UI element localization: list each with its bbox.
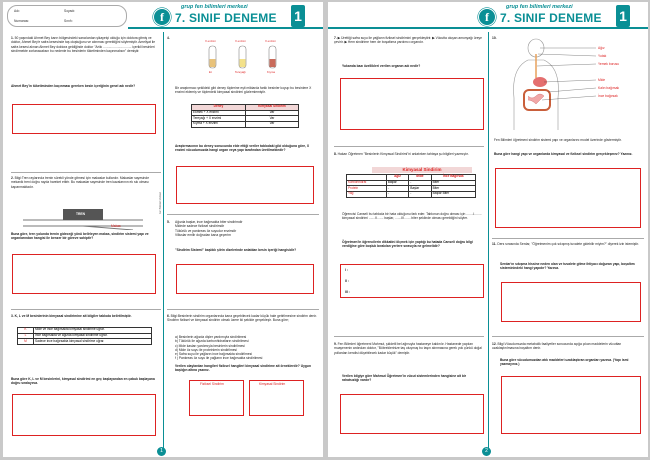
q12-number: 12. — [492, 342, 497, 346]
q9-question: Verilen bilgiye göre Mahmut Öğretmen'in vücut sistemlerinden hangisine ait bir rahatsızlığı vardır? — [342, 374, 467, 383]
label-yemek-borusu: Yemek borusu — [598, 62, 619, 66]
q8-row-name: Karbonhidrat — [347, 180, 387, 186]
divider — [334, 146, 484, 147]
blank-II: II : — [345, 279, 349, 283]
q10-number: 10. — [492, 36, 497, 40]
q4-header-sindirim: Kimyasal Sindirim — [245, 105, 298, 111]
q4-cell: Var — [245, 121, 298, 127]
q4-header-deney: Deney — [192, 105, 246, 111]
q4-cell: Tereyağı + X enzimi — [192, 116, 246, 122]
q5-question: "Sindirim Sistemi" başlıklı şiirin dizelerinde anlatılan besin içeriği hangisidir? — [175, 248, 297, 252]
q8-text2: Öğrencisi Canseli bu tabloda bir hata olduğunu fark eder. Tablonun doğru olması için ........l........ kimyasal sindirimi .......II....... başlar, .......III....... biter şeklinde olması gerektiğini söyler. — [342, 212, 482, 221]
q2-answer-box[interactable] — [12, 254, 156, 294]
page-1 — [3, 2, 323, 457]
q10-question: Buna göre hangi yapı ve organlarda kimyasal ve fiziksel sindirim gerçekleşmez? Yazınız. — [494, 152, 633, 156]
page-title: 7. SINIF DENEME — [175, 11, 277, 25]
q8-number: 8. — [334, 152, 337, 156]
q6-item: e) Safra suyu ile yağların ince bağırsakta sindirilmesi — [175, 352, 252, 357]
divider — [11, 309, 161, 310]
q7-number: 7. — [334, 36, 337, 40]
q11-answer-box[interactable] — [501, 282, 641, 322]
q4-question: Araştırmacının bu deney sonucunda elde ettiği veriler tablodaki gibi olduğuna göre, X enzimi vücudumuzda hangi organ veya yapı tarafından üretilmektedir? — [175, 144, 310, 153]
divider — [167, 214, 319, 215]
q4-text: Bir araştırmacı şekildeki gibi deney tüplerine eşit miktarda farklı besinler koyup bu besinlere X enzimi eklemiş ve tüplerdeki kimyasal sindirimi gözlemlemiştir. — [175, 86, 312, 95]
blank-III: III : — [345, 290, 350, 294]
brand: grup fen bilimleri merkezi — [506, 4, 573, 10]
sinif-label: Sınıfı: — [64, 19, 73, 23]
makas-label: Makas — [111, 224, 121, 228]
q7-question: Yukarıda bazı özellikleri verilen organın adı nedir? — [342, 64, 421, 68]
q6-item: d) Mide öz suyu ile proteinlerin sindirilmesi — [175, 347, 237, 352]
digestive-diagram — [506, 38, 626, 133]
q8-header: Mide — [409, 175, 431, 181]
q6-item: c) Mide kasları yardımıyla besinlerin sindirilmesi — [175, 343, 245, 348]
label-mide: Mide — [598, 78, 606, 82]
divider — [492, 238, 644, 239]
q6-item: b) Tükürük ile ağızda karbonhidratların sindirilmesi — [175, 339, 249, 344]
q8-table — [346, 174, 476, 198]
blank-I: I : — [345, 268, 348, 272]
q10-text: Fen Bilimleri öğretmeni sindirim sistemi yapı ve organlarını model üzerinde göstermiştir. — [494, 138, 622, 142]
rail-icon — [23, 206, 143, 230]
divider — [334, 336, 484, 337]
q7-text: ▶ Ürettiği safra suyu ile yağların fiziksel sindirimini gerçekleştirir. ▶ Vücutta oluşan amonyağı üreye çevirir. ▶ Hem sindirime hem de boşaltıma yardımcı organdır. — [334, 36, 483, 45]
label-ince-bagirsak: İnce bağırsak — [598, 94, 618, 98]
q8-cell: Başlar — [409, 186, 431, 192]
q8-cell: - — [386, 191, 408, 197]
q8-table-title: Kimyasal Sindirim — [372, 167, 472, 173]
tube2-bottom: Tereyağı — [235, 70, 246, 74]
q4-answer-box[interactable] — [176, 166, 314, 204]
q1-answer-box[interactable] — [12, 104, 156, 134]
column-divider — [163, 32, 164, 452]
table-row — [347, 191, 476, 197]
soyadi-label: Soyadı: — [64, 9, 76, 13]
divider — [11, 172, 161, 173]
q6-text: Bilgi:Besinlerin sindirim organlarında kana geçebilecek kadar küçük hale getirilmesine sindirim denir. Sindirim fiziksel ve kimyasal sindirim olmak üzere iki şekilde gerçekleşir. Buna göre; — [167, 314, 317, 323]
q5-line: Tükürük ve pankreas öz suyudur enzimdir — [175, 228, 237, 233]
q5-line: Villuslar emilir doğrudan kana geçerim — [175, 232, 231, 237]
q12-answer-box[interactable] — [501, 376, 641, 434]
q8-question: Öğretmen'in öğrencilerin dikkatini ölçmek için yaptığı bu hatada Canseli doğru bilgi verdiğine göre boşluk bırakılan yerlere sırasıyla ne gelmelidir? — [342, 240, 473, 249]
q4-cell: Ekmek + X enzimi — [192, 110, 246, 116]
q10-answer-box[interactable] — [495, 168, 641, 228]
divider — [492, 336, 644, 337]
q12-text: Bilgi:Vücudumuzda metabolik faaliyetler sonucunda açığa çıkan maddelerin vücuttan uzaklaştırılmasına boşaltım denir. — [492, 342, 622, 351]
q1-text: 50 yaşındaki Ahmet Bey karın bölgesindeki sancılardan şikayetçi olduğu için doktora gitmiş ve doktor, Ahmet Bey'e safra kesesinde taş oluştuğunu ve alınması gerektiğini söylemiştir. Ameliyat ile safra kesesi alınan Ahmet Bey doktora geldiğinde doktor "Artık ............................... içerikli besinleri sindirmekte zorlanacaksın bu nedenle bu besinlerin tüketiminden kaçınmalısın" demiştir. — [11, 36, 156, 53]
q11-number: 11. — [492, 242, 497, 246]
side-watermark: Fen Bilimleri Merkezi — [159, 192, 162, 215]
label-yutak: Yutak — [598, 54, 607, 58]
q9-text: Fen Bilimleri öğretmeni Mahmut, şiddetli bel ağrısıyla hastaneye kaldırılır. Hastanede yapılan muayenenin ardından doktor, "Böbreklerinize taş oluşmuş bu taşın alınmasına gerek yok çünkü doğal yollardan kendisi düşebilecek kadar küçük" demiştir. — [334, 342, 482, 355]
page-number-2: 2 — [482, 447, 491, 456]
q4-cell: Kıyma + X enzimi — [192, 121, 246, 127]
page-2 — [328, 2, 648, 457]
student-info-box — [7, 5, 127, 27]
q4-cell: Var — [245, 116, 298, 122]
q8-row-name: Yağ — [347, 191, 387, 197]
q1-number: 1. — [11, 36, 14, 40]
q8-header: Ağız — [386, 175, 408, 181]
q2-question: Buna göre, tren yolunda trenin gideceği yönü belirleyen makas, sindirim sistemi yapı ve organlarından hangisi ile benzer bir göreve sahiptir? — [11, 232, 149, 241]
kimyasal-box[interactable] — [249, 380, 304, 416]
q8-cell: Başlar — [386, 180, 408, 186]
tube1-top: X enzimi — [205, 39, 216, 43]
tube2-top: X enzimi — [235, 39, 246, 43]
q2-number: 2. — [11, 176, 14, 180]
q6-number: 6. — [167, 314, 170, 318]
q3-value: Sadece ince bağırsakta kimyasal sindirime uğrar. — [34, 339, 152, 345]
test-tube-icon — [203, 44, 293, 78]
q1-question: Ahmet Bey'in tüketiminden kaçınması gereken besin içeriğinin genel adı nedir? — [11, 84, 136, 88]
q3-text: K, L ve M besinlerinin kimyasal sindirimine ait bilgiler tabloda belirtilmiştir. — [14, 314, 132, 318]
q5-answer-box[interactable] — [176, 264, 314, 294]
q3-answer-box[interactable] — [12, 394, 156, 436]
tren-illustration — [23, 206, 143, 230]
tube3-top: X enzimi — [265, 39, 276, 43]
label-agiz: Ağız — [598, 46, 605, 50]
q3-value: İnce bağırsakta ve ağızda kimyasal sindirime uğrar. — [34, 333, 152, 339]
header-band — [328, 27, 648, 29]
q9-number: 9. — [334, 342, 337, 346]
label-kalin-bagirsak: Kalın bağırsak — [598, 86, 620, 90]
header-band — [128, 27, 323, 29]
q8-cell: Biter — [431, 186, 475, 192]
q4-number: 4. — [167, 36, 170, 40]
q8-cell: Başlar Biter — [431, 191, 475, 197]
q3-question: Buna göre K, L ve M besinlerini, kimyasal sindirimi en geç başlayandan en çabuk başlayana doğru sıralayınız. — [11, 377, 155, 386]
q8-cell: - — [409, 191, 431, 197]
q6-item: a) Besinlerin ağızda dişler yardımıyla sindirilmesi — [175, 335, 247, 339]
page-number-1: 1 — [157, 447, 166, 456]
q3-table — [17, 327, 152, 345]
q4-cell: Var — [245, 110, 298, 116]
q3-key: L — [18, 333, 34, 339]
q8-row-name: Protein — [347, 186, 387, 192]
kimyasal-label: Kimyasal Sindirim — [259, 382, 286, 386]
numara-label: Numarası: — [14, 19, 30, 23]
q8-cell: - — [386, 186, 408, 192]
q5-number: 5. — [167, 220, 170, 224]
column-divider — [488, 32, 489, 452]
q8-cell: - — [409, 180, 431, 186]
q2-text: Bilgi:Tren raylarında trenin sürekli yönde gitmesi için makaslar kullanılır. Makaslar sayesinde mekanik treni doğru rayda hareket ettirir. Bu makaslar sayesinde tren kazalarının ek sık olması kapanmaktadır. — [11, 176, 150, 189]
q8-cell: Biter — [431, 180, 475, 186]
q5-line: Ağızda başlar, ince bağırsakta biter sindirimdir — [175, 220, 243, 224]
tube3-bottom: Kıyma — [267, 70, 275, 74]
table-row — [18, 339, 152, 345]
q9-answer-box[interactable] — [340, 394, 484, 434]
q3-key: M — [18, 339, 34, 345]
q3-key: K — [18, 328, 34, 334]
q3-value: Mide ve ince bağırsakta kimyasal sindirime uğrar. — [34, 328, 152, 334]
q3-number: 3. — [11, 314, 14, 318]
q11-question: Serdar'ın sıkışma hissine neden olan ve tuvalete gitme ihtiyacı doğuran yapı, boşaltım sisteminindeki hangi yapıdır? Yazınız. — [500, 262, 635, 271]
page-title: 7. SINIF DENEME — [500, 11, 602, 25]
q6-item: f ) Pankreas öz suyu ile yağların ince bağırsakta sindirilmesi — [175, 356, 263, 361]
fiziksel-box[interactable] — [189, 380, 244, 416]
q8-text: Hakan Öğretmen "Besinlerin Kimyasal Sindirimi"ni anlatırken tahtaya şu bilgileri yazmıştır. — [337, 152, 469, 156]
q11-text: Ders sırasında Serdar, "Öğretmenim çok sıkışmış tuvalete gidebilir miyim?" diyerek izin istemiştir. — [497, 242, 639, 246]
tube1-bottom: Et — [209, 70, 212, 74]
logo-icon: f — [478, 8, 496, 26]
divider — [167, 309, 319, 310]
test-tubes — [203, 40, 293, 80]
logo-icon: f — [153, 8, 171, 26]
fiziksel-label: Fiziksel Sindirim — [200, 382, 224, 386]
q7-answer-box[interactable] — [340, 78, 484, 130]
q8-answer-box[interactable] — [340, 264, 484, 298]
q5-line: Midede sadece fiziksel sindirimdir — [175, 224, 225, 229]
brand: grup fen bilimleri merkezi — [181, 4, 248, 10]
test-number: 1 — [616, 5, 630, 27]
ad-label: Adı: — [14, 9, 20, 13]
q12-question: Buna göre vücudumuzdan atık maddeleri uzaklaştıran organları yazınız. (Yapı ismi yazmayınız.) — [500, 358, 629, 367]
q8-header: İnce Bağırsak — [431, 175, 475, 181]
test-number: 1 — [291, 5, 305, 27]
q6-question: Verilen olaylardan hangileri fiziksel hangileri kimyasal sindirime ait örneklerdir? Uygun başlığın altına yazınız. — [175, 364, 311, 373]
q4-table — [191, 104, 299, 128]
table-row — [192, 121, 299, 127]
tren-label: TREN — [76, 212, 85, 216]
